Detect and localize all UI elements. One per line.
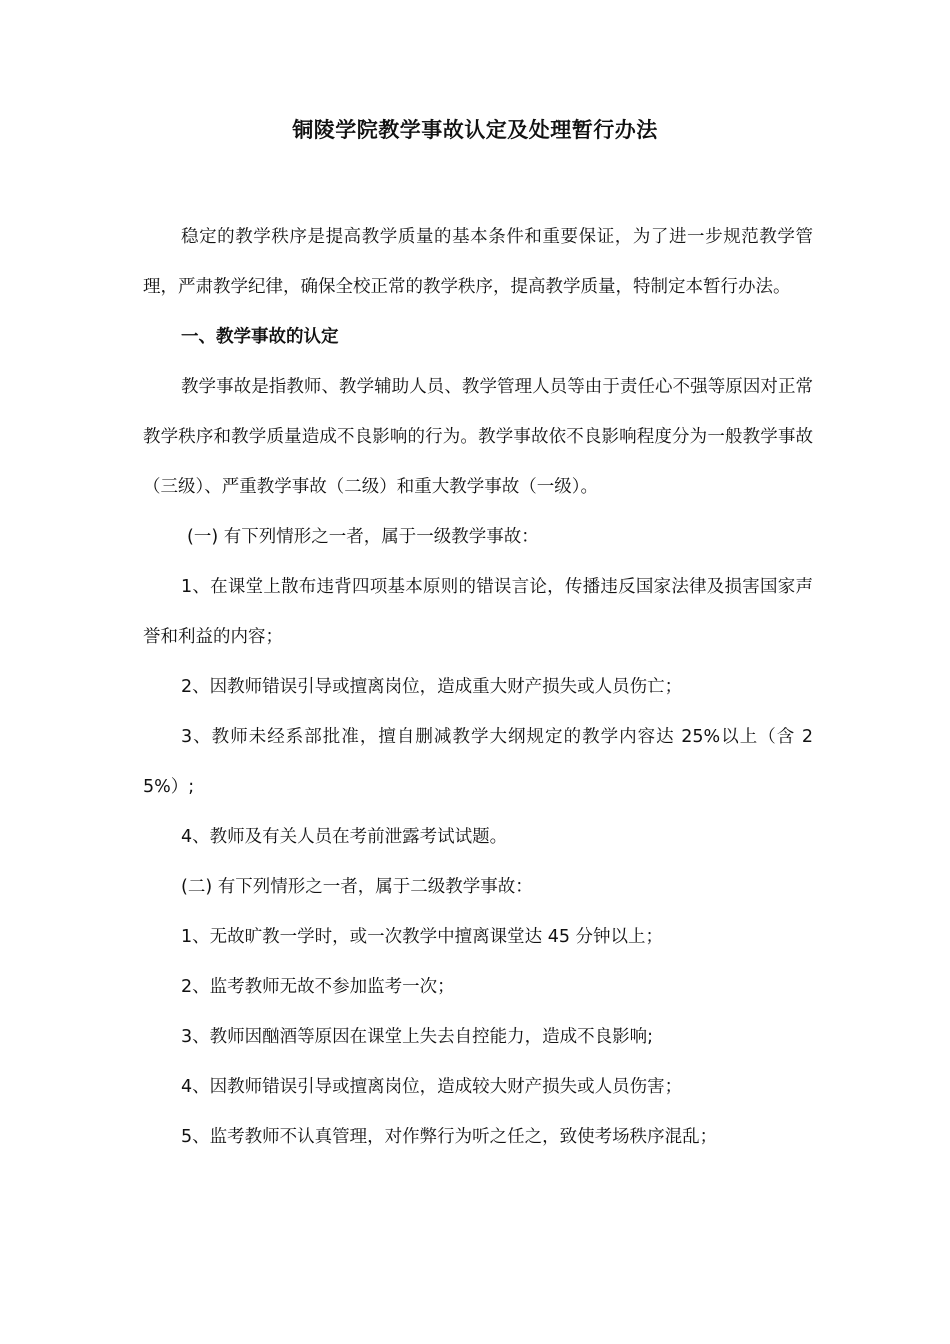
level2-heading: (二) 有下列情形之一者，属于二级教学事故： — [181, 877, 533, 897]
level2-item: 5、监考教师不认真管理，对作弊行为听之任之，致使考场秩序混乱； — [181, 1127, 718, 1147]
level2-item: 4、因教师错误引导或擅离岗位，造成较大财产损失或人员伤害； — [181, 1077, 683, 1097]
definition-paragraph: 教学事故是指教师、教学辅助人员、教学管理人员等由于责任心不强等原因对正常教学秩序和教学质量造成不良影响的行为。教学事故依不良影响程度分为一般教学事故（三级）、严重教学事故（二级）和重大教学事故（一级）。 — [143, 377, 813, 497]
document-title: 铜陵学院教学事故认定及处理暂行办法 — [292, 118, 658, 142]
section-heading-1: 一、教学事故的认定 — [181, 327, 339, 347]
level1-item: 2、因教师错误引导或擅离岗位，造成重大财产损失或人员伤亡； — [181, 677, 683, 697]
document-body — [143, 212, 813, 1162]
level1-item: 4、教师及有关人员在考前泄露考试试题。 — [181, 827, 508, 847]
level1-item: 1、在课堂上散布违背四项基本原则的错误言论，传播违反国家法律及损害国家声誉和利益的内容； — [143, 577, 813, 647]
level1-heading: (一) 有下列情形之一者，属于一级教学事故： — [187, 527, 539, 547]
level2-item: 2、监考教师无故不参加监考一次； — [181, 977, 455, 997]
intro-paragraph: 稳定的教学秩序是提高教学质量的基本条件和重要保证，为了进一步规范教学管理，严肃教学纪律，确保全校正常的教学秩序，提高教学质量，特制定本暂行办法。 — [143, 227, 813, 297]
level1-item: 3、教师未经系部批准，擅自删减教学大纲规定的教学内容达 25%以上（含 25%）; — [143, 727, 813, 797]
level2-item: 1、无故旷教一学时，或一次教学中擅离课堂达 45 分钟以上； — [181, 927, 664, 947]
level2-item: 3、教师因酗酒等原因在课堂上失去自控能力，造成不良影响; — [181, 1027, 654, 1047]
